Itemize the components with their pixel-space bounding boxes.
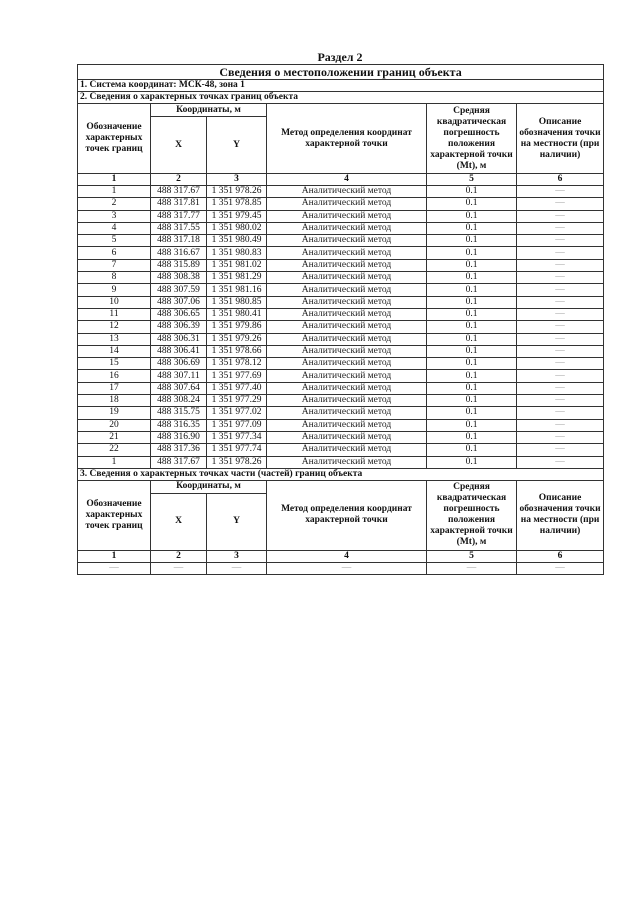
cell-method: Аналитический метод bbox=[267, 198, 427, 210]
cell-desc: — bbox=[517, 235, 604, 247]
cell-x: 488 308.38 bbox=[151, 272, 207, 284]
cell-error: 0.1 bbox=[427, 198, 517, 210]
parts-empty-row bbox=[78, 562, 604, 574]
cell-desc: — bbox=[517, 407, 604, 419]
cell-error: 0.1 bbox=[427, 210, 517, 222]
header-y: Y bbox=[207, 493, 267, 550]
cell-point: 8 bbox=[78, 272, 151, 284]
cell-point: 4 bbox=[78, 222, 151, 234]
cell-desc: — bbox=[517, 431, 604, 443]
table-row bbox=[78, 358, 604, 370]
cell-method: Аналитический метод bbox=[267, 186, 427, 198]
cell-error: 0.1 bbox=[427, 358, 517, 370]
cell-point: 10 bbox=[78, 296, 151, 308]
cell-y: — bbox=[207, 562, 267, 574]
cell-error: 0.1 bbox=[427, 345, 517, 357]
cell-error: 0.1 bbox=[427, 333, 517, 345]
cell-x: 488 315.89 bbox=[151, 259, 207, 271]
header-desc: Описание обозначения точки на местности (при наличии) bbox=[517, 480, 604, 550]
cell-method: Аналитический метод bbox=[267, 444, 427, 456]
cell-error: 0.1 bbox=[427, 370, 517, 382]
cell-desc: — bbox=[517, 444, 604, 456]
table-row bbox=[78, 431, 604, 443]
cell-y: 1 351 980.41 bbox=[207, 308, 267, 320]
cell-desc: — bbox=[517, 358, 604, 370]
cell-method: Аналитический метод bbox=[267, 222, 427, 234]
cell-desc: — bbox=[517, 259, 604, 271]
cell-error: 0.1 bbox=[427, 444, 517, 456]
header-desc: Описание обозначения точки на местности (при наличии) bbox=[517, 104, 604, 174]
cell-point: 9 bbox=[78, 284, 151, 296]
cell-y: 1 351 978.26 bbox=[207, 456, 267, 468]
cell-method: Аналитический метод bbox=[267, 296, 427, 308]
cell-y: 1 351 978.85 bbox=[207, 198, 267, 210]
cell-x: 488 316.35 bbox=[151, 419, 207, 431]
cell-error: 0.1 bbox=[427, 284, 517, 296]
cell-method: Аналитический метод bbox=[267, 431, 427, 443]
cell-method: Аналитический метод bbox=[267, 247, 427, 259]
col-number: 2 bbox=[151, 550, 207, 562]
table-row bbox=[78, 370, 604, 382]
cell-desc: — bbox=[517, 419, 604, 431]
table-row bbox=[78, 247, 604, 259]
cell-x: 488 316.67 bbox=[151, 247, 207, 259]
cell-method: Аналитический метод bbox=[267, 284, 427, 296]
cell-method: Аналитический метод bbox=[267, 419, 427, 431]
cell-error: 0.1 bbox=[427, 222, 517, 234]
cell-y: 1 351 980.85 bbox=[207, 296, 267, 308]
cell-x: 488 317.67 bbox=[151, 456, 207, 468]
document bbox=[77, 50, 603, 575]
cell-y: 1 351 981.16 bbox=[207, 284, 267, 296]
cell-method: — bbox=[267, 562, 427, 574]
table-row bbox=[78, 186, 604, 198]
cell-error: 0.1 bbox=[427, 456, 517, 468]
cell-method: Аналитический метод bbox=[267, 395, 427, 407]
cell-y: 1 351 979.26 bbox=[207, 333, 267, 345]
col-number: 5 bbox=[427, 174, 517, 186]
cell-point: 17 bbox=[78, 382, 151, 394]
cell-desc: — bbox=[517, 333, 604, 345]
cell-x: 488 317.55 bbox=[151, 222, 207, 234]
cell-point: 11 bbox=[78, 308, 151, 320]
cell-error: 0.1 bbox=[427, 321, 517, 333]
col-number: 6 bbox=[517, 550, 604, 562]
cell-method: Аналитический метод bbox=[267, 382, 427, 394]
header-error: Средняя квадратическая погрешность положения характерной точки (Mt), м bbox=[427, 104, 517, 174]
section-label: Раздел 2 bbox=[317, 50, 363, 64]
header-x: X bbox=[151, 117, 207, 174]
table-row bbox=[78, 395, 604, 407]
cell-x: 488 317.81 bbox=[151, 198, 207, 210]
points-body bbox=[78, 186, 604, 469]
cell-y: 1 351 980.49 bbox=[207, 235, 267, 247]
cell-x: 488 306.39 bbox=[151, 321, 207, 333]
cell-desc: — bbox=[517, 222, 604, 234]
col-number: 5 bbox=[427, 550, 517, 562]
cell-x: 488 307.06 bbox=[151, 296, 207, 308]
parts-table bbox=[77, 469, 604, 575]
header-point: Обозначение характерных точек границ bbox=[78, 480, 151, 550]
cell-desc: — bbox=[517, 382, 604, 394]
cell-y: 1 351 977.29 bbox=[207, 395, 267, 407]
cell-point: 14 bbox=[78, 345, 151, 357]
cell-point: 16 bbox=[78, 370, 151, 382]
col-number: 6 bbox=[517, 174, 604, 186]
col-number: 2 bbox=[151, 174, 207, 186]
cell-error: 0.1 bbox=[427, 395, 517, 407]
table-row bbox=[78, 222, 604, 234]
header-coords: Координаты, м bbox=[151, 104, 267, 117]
cell-method: Аналитический метод bbox=[267, 370, 427, 382]
cell-error: 0.1 bbox=[427, 431, 517, 443]
cell-desc: — bbox=[517, 247, 604, 259]
cell-desc: — bbox=[517, 210, 604, 222]
cell-x: 488 306.65 bbox=[151, 308, 207, 320]
cell-error: 0.1 bbox=[427, 186, 517, 198]
cell-point: — bbox=[78, 562, 151, 574]
header-error: Средняя квадратическая погрешность положения характерной точки (Mt), м bbox=[427, 480, 517, 550]
cell-error: 0.1 bbox=[427, 235, 517, 247]
cell-method: Аналитический метод bbox=[267, 259, 427, 271]
cell-y: 1 351 978.12 bbox=[207, 358, 267, 370]
cell-x: 488 307.11 bbox=[151, 370, 207, 382]
header-coords: Координаты, м bbox=[151, 480, 267, 493]
cell-y: 1 351 980.83 bbox=[207, 247, 267, 259]
cell-x: 488 317.18 bbox=[151, 235, 207, 247]
cell-method: Аналитический метод bbox=[267, 333, 427, 345]
cell-y: 1 351 977.69 bbox=[207, 370, 267, 382]
table-row bbox=[78, 456, 604, 468]
cell-x: — bbox=[151, 562, 207, 574]
cell-y: 1 351 980.02 bbox=[207, 222, 267, 234]
cell-method: Аналитический метод bbox=[267, 321, 427, 333]
cell-x: 488 317.77 bbox=[151, 210, 207, 222]
cell-desc: — bbox=[517, 272, 604, 284]
table-row bbox=[78, 259, 604, 271]
cell-y: 1 351 979.45 bbox=[207, 210, 267, 222]
cell-x: 488 316.90 bbox=[151, 431, 207, 443]
cell-x: 488 317.67 bbox=[151, 186, 207, 198]
cell-desc: — bbox=[517, 296, 604, 308]
cell-point: 22 bbox=[78, 444, 151, 456]
cell-y: 1 351 977.40 bbox=[207, 382, 267, 394]
table-row bbox=[78, 284, 604, 296]
cell-error: 0.1 bbox=[427, 419, 517, 431]
table-row bbox=[78, 235, 604, 247]
cell-point: 12 bbox=[78, 321, 151, 333]
table-row bbox=[78, 444, 604, 456]
cell-desc: — bbox=[517, 321, 604, 333]
part3-title: 3. Сведения о характерных точках части (частей) границ объекта bbox=[78, 469, 604, 481]
cell-x: 488 308.24 bbox=[151, 395, 207, 407]
cell-desc: — bbox=[517, 345, 604, 357]
cell-y: 1 351 981.29 bbox=[207, 272, 267, 284]
cell-point: 15 bbox=[78, 358, 151, 370]
cell-point: 1 bbox=[78, 186, 151, 198]
cell-method: Аналитический метод bbox=[267, 235, 427, 247]
cell-point: 3 bbox=[78, 210, 151, 222]
table-title: Сведения о местоположении границ объекта bbox=[78, 65, 604, 80]
table-row bbox=[78, 419, 604, 431]
cell-method: Аналитический метод bbox=[267, 272, 427, 284]
table-row bbox=[78, 296, 604, 308]
cell-x: 488 306.31 bbox=[151, 333, 207, 345]
cell-point: 2 bbox=[78, 198, 151, 210]
cell-y: 1 351 977.74 bbox=[207, 444, 267, 456]
col-number: 3 bbox=[207, 550, 267, 562]
cell-x: 488 306.69 bbox=[151, 358, 207, 370]
cell-point: 6 bbox=[78, 247, 151, 259]
boundaries-table bbox=[77, 64, 604, 469]
cell-error: 0.1 bbox=[427, 259, 517, 271]
cell-method: Аналитический метод bbox=[267, 345, 427, 357]
table-row bbox=[78, 210, 604, 222]
header-x: X bbox=[151, 493, 207, 550]
table-row bbox=[78, 308, 604, 320]
cell-method: Аналитический метод bbox=[267, 407, 427, 419]
cell-error: 0.1 bbox=[427, 382, 517, 394]
table-row bbox=[78, 333, 604, 345]
cell-error: 0.1 bbox=[427, 272, 517, 284]
cell-y: 1 351 977.34 bbox=[207, 431, 267, 443]
cell-error: 0.1 bbox=[427, 247, 517, 259]
cell-y: 1 351 977.09 bbox=[207, 419, 267, 431]
cell-desc: — bbox=[517, 395, 604, 407]
cell-error: 0.1 bbox=[427, 308, 517, 320]
column-numbers-row bbox=[78, 174, 604, 186]
header-point: Обозначение характерных точек границ bbox=[78, 104, 151, 174]
cell-error: — bbox=[427, 562, 517, 574]
cell-point: 7 bbox=[78, 259, 151, 271]
table-row bbox=[78, 272, 604, 284]
header-y: Y bbox=[207, 117, 267, 174]
col-number: 1 bbox=[78, 174, 151, 186]
cell-point: 1 bbox=[78, 456, 151, 468]
cell-point: 13 bbox=[78, 333, 151, 345]
cell-x: 488 307.64 bbox=[151, 382, 207, 394]
cell-point: 20 bbox=[78, 419, 151, 431]
cell-error: 0.1 bbox=[427, 296, 517, 308]
cell-desc: — bbox=[517, 562, 604, 574]
table-row bbox=[78, 407, 604, 419]
cell-desc: — bbox=[517, 186, 604, 198]
col-number: 4 bbox=[267, 174, 427, 186]
cell-method: Аналитический метод bbox=[267, 210, 427, 222]
header-method: Метод определения координат характерной точки bbox=[267, 104, 427, 174]
table-row bbox=[78, 382, 604, 394]
cell-desc: — bbox=[517, 456, 604, 468]
table-row bbox=[78, 321, 604, 333]
cell-y: 1 351 979.86 bbox=[207, 321, 267, 333]
cell-desc: — bbox=[517, 284, 604, 296]
cell-method: Аналитический метод bbox=[267, 456, 427, 468]
col-number: 4 bbox=[267, 550, 427, 562]
column-numbers-row bbox=[78, 550, 604, 562]
cell-desc: — bbox=[517, 198, 604, 210]
table-row bbox=[78, 198, 604, 210]
header-method: Метод определения координат характерной точки bbox=[267, 480, 427, 550]
cell-point: 19 bbox=[78, 407, 151, 419]
table-row bbox=[78, 345, 604, 357]
cell-y: 1 351 978.66 bbox=[207, 345, 267, 357]
cell-y: 1 351 978.26 bbox=[207, 186, 267, 198]
cell-point: 5 bbox=[78, 235, 151, 247]
part2-title: 2. Сведения о характерных точках границ объекта bbox=[78, 92, 604, 104]
cell-y: 1 351 977.02 bbox=[207, 407, 267, 419]
cell-x: 488 306.41 bbox=[151, 345, 207, 357]
cell-x: 488 315.75 bbox=[151, 407, 207, 419]
col-number: 1 bbox=[78, 550, 151, 562]
cell-point: 21 bbox=[78, 431, 151, 443]
cell-desc: — bbox=[517, 308, 604, 320]
cell-error: 0.1 bbox=[427, 407, 517, 419]
cell-y: 1 351 981.02 bbox=[207, 259, 267, 271]
cell-x: 488 307.59 bbox=[151, 284, 207, 296]
col-number: 3 bbox=[207, 174, 267, 186]
cell-method: Аналитический метод bbox=[267, 358, 427, 370]
cell-method: Аналитический метод bbox=[267, 308, 427, 320]
cell-point: 18 bbox=[78, 395, 151, 407]
cell-desc: — bbox=[517, 370, 604, 382]
coord-system: 1. Система координат: МСК-48, зона 1 bbox=[78, 80, 604, 92]
cell-x: 488 317.36 bbox=[151, 444, 207, 456]
